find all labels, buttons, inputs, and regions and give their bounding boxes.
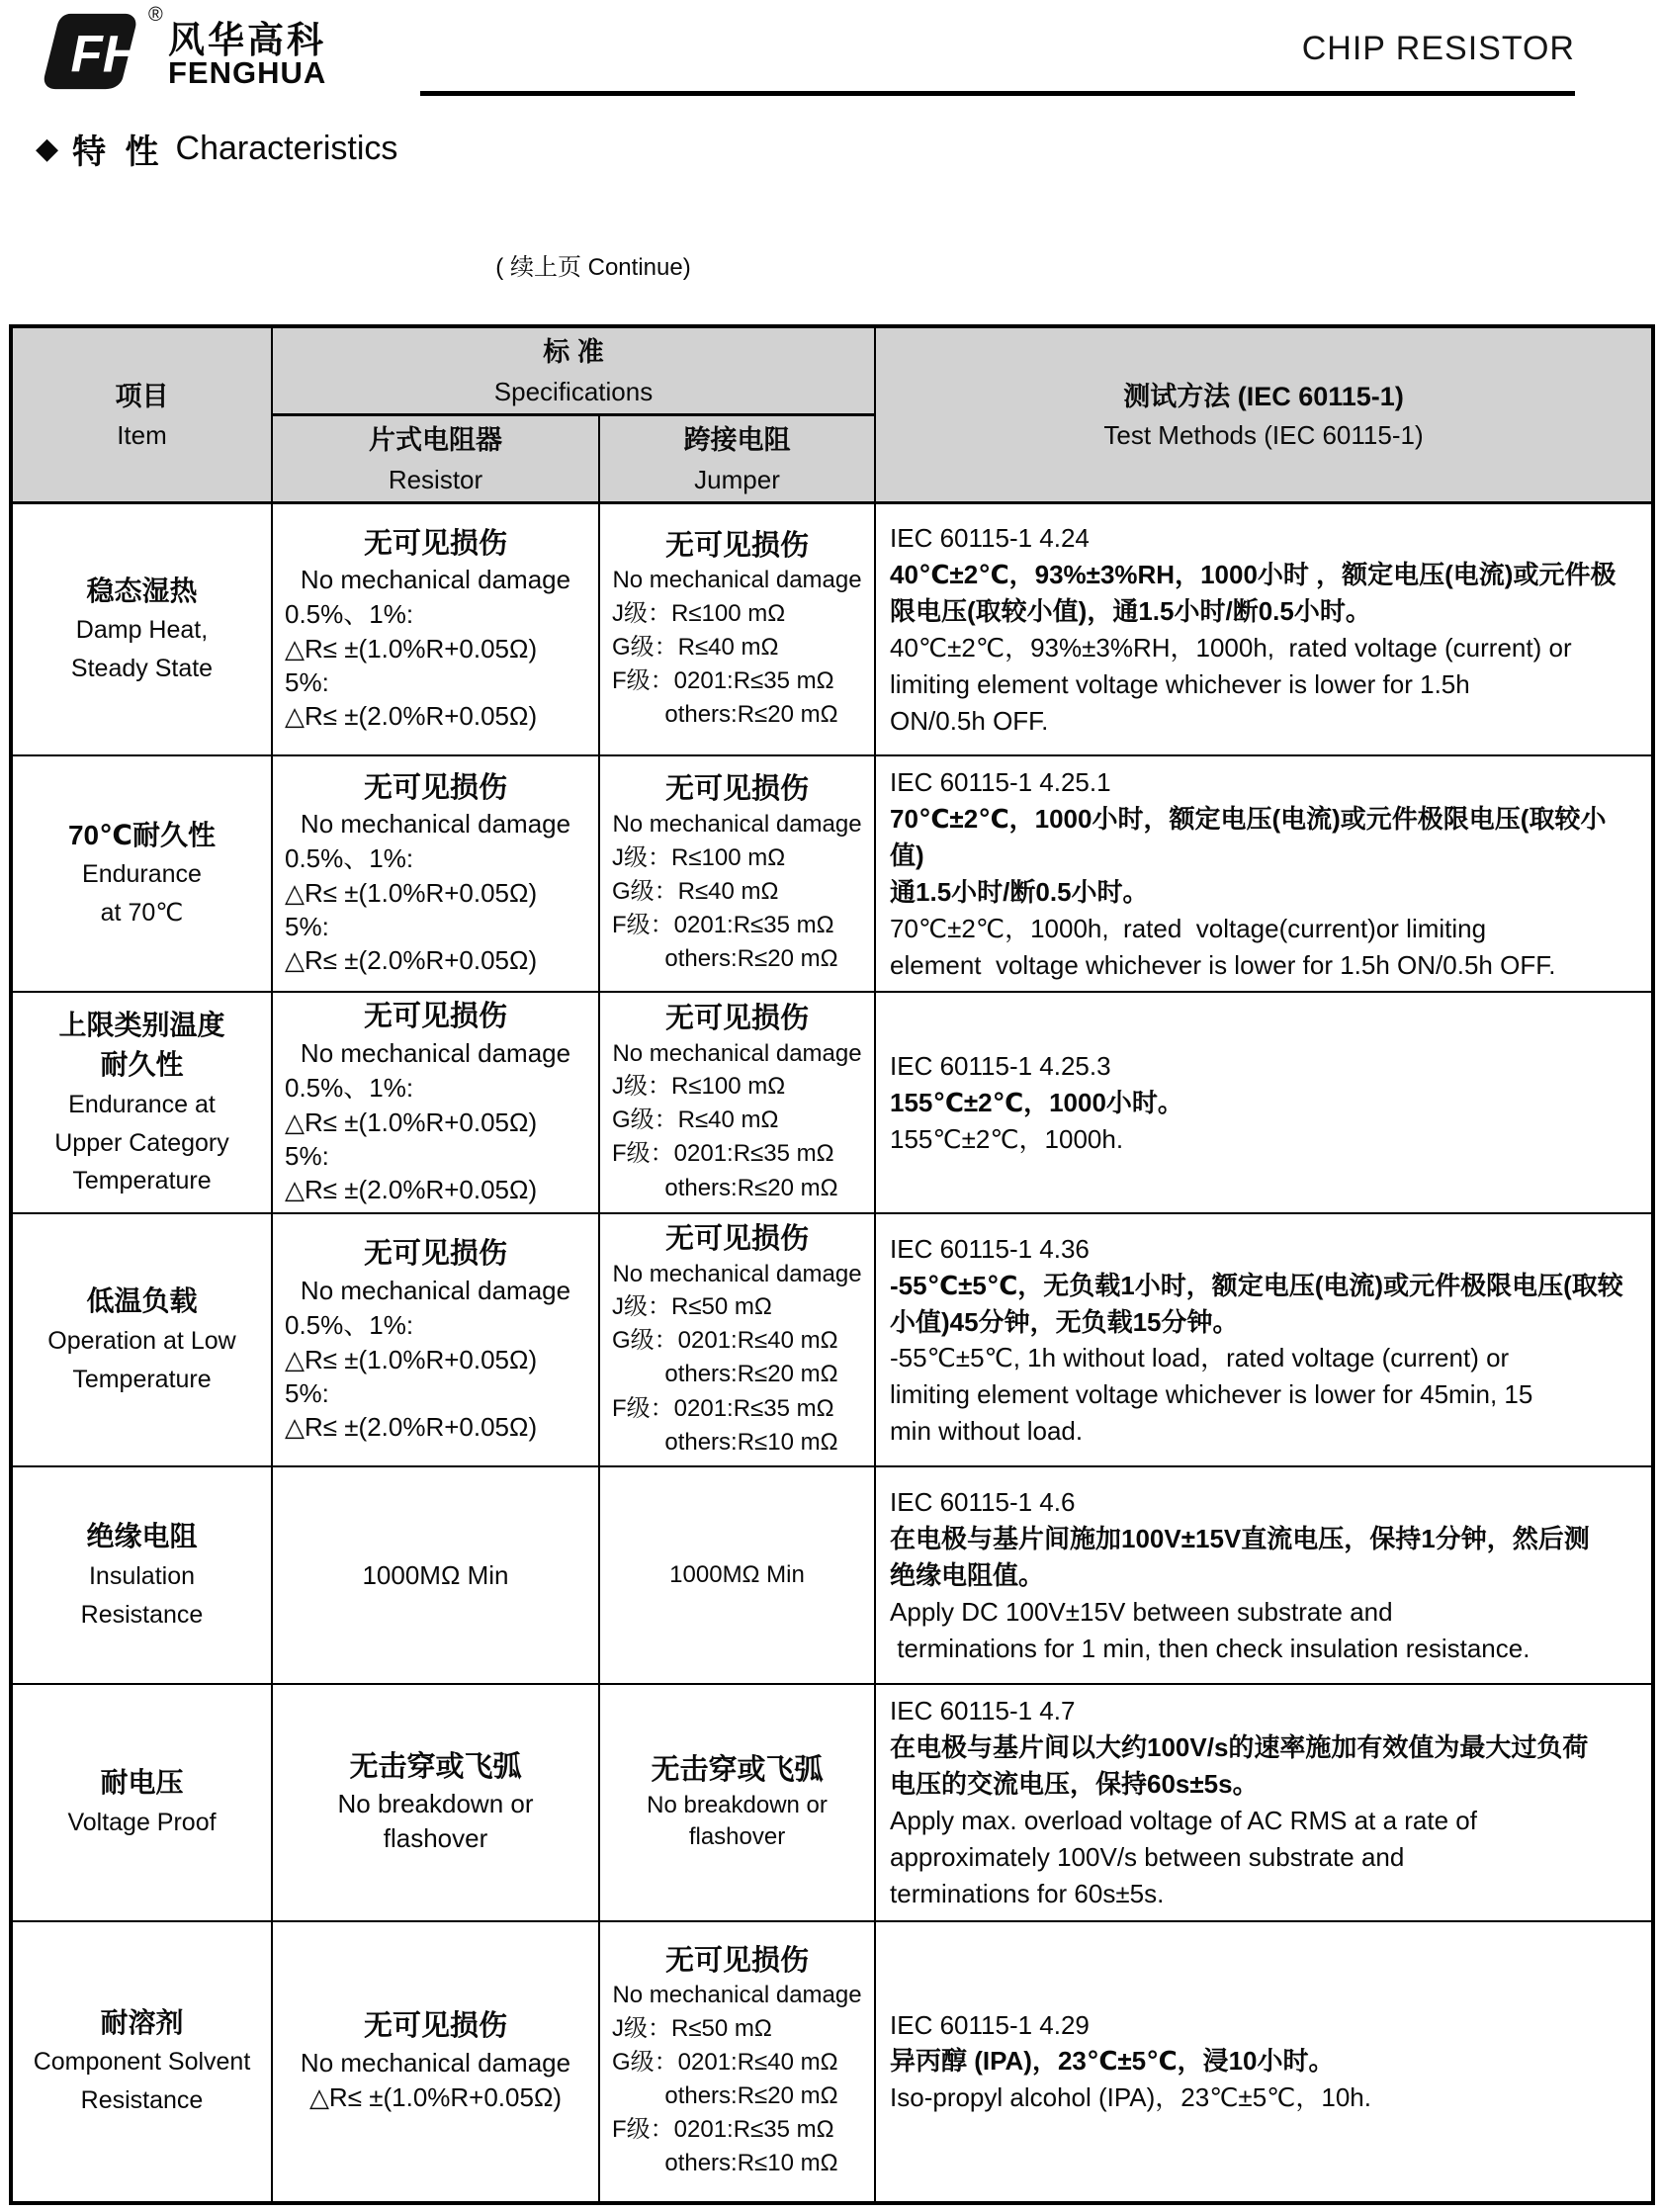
text-line: 1000MΩ Min (362, 1559, 509, 1590)
text-line: IEC 60115-1 4.25.3 (890, 1051, 1111, 1082)
col-header-test-en: Test Methods (IEC 60115-1) (1103, 420, 1424, 451)
text-line: Steady State (70, 655, 214, 683)
table-row (11, 503, 1653, 755)
spec-centered-lines (604, 809, 870, 841)
test-method-lines (890, 1693, 1639, 1911)
spec-centered-lines (277, 1274, 594, 1308)
spec-detail-lines (604, 841, 870, 976)
text-line: Insulation (88, 1561, 196, 1590)
section-title-en: Characteristics (175, 130, 398, 167)
text-line: Iso-propyl alcohol (IPA)，23℃±5℃，10h. (890, 2082, 1371, 2113)
fenghua-logo-icon (42, 10, 146, 98)
text-line: No mechanical damage (300, 809, 571, 840)
text-line: 上限类别温度 (58, 1009, 225, 1040)
text-line: 电压的交流电压，保持60s±5s。 (890, 1769, 1259, 1800)
text-line: 0.5%、1%: (285, 1073, 414, 1104)
text-line: terminations for 60s±5s. (890, 1878, 1165, 1908)
item-name-en (19, 2043, 265, 2120)
text-line: others:R≤20 mΩ (612, 944, 838, 972)
text-line: terminations for 1 min, then check insulation resistance. (890, 1633, 1530, 1663)
spec-jumper-cell (599, 503, 875, 755)
text-line: 小值)45分钟，无负载15分钟。 (890, 1306, 1239, 1337)
text-line: G级：R≤40 mΩ (612, 633, 779, 661)
text-line: 通1.5小时/断0.5小时。 (890, 876, 1149, 907)
spec-detail-lines (277, 1071, 594, 1206)
text-line: Endurance at (68, 1090, 216, 1118)
text-line: F级：0201:R≤35 mΩ (612, 2115, 834, 2143)
text-line: 耐溶剂 (100, 2006, 184, 2038)
spec-title: 无可见损伤 (363, 771, 507, 804)
text-line: Temperature (72, 1167, 212, 1195)
text-line: Component Solvent (33, 2048, 251, 2077)
col-header-item (11, 326, 272, 503)
item-name-en (19, 855, 265, 932)
spec-centered-lines (277, 1558, 594, 1593)
text-line: No mechanical damage (300, 1276, 571, 1306)
text-line: △R≤ ±(2.0%R+0.05Ω) (285, 701, 538, 732)
spec-title: 无可见损伤 (363, 527, 507, 560)
section-title (36, 125, 397, 173)
text-line: IEC 60115-1 4.36 (890, 1233, 1090, 1264)
spec-resistor-cell (272, 1466, 599, 1684)
table-row (11, 1684, 1653, 1920)
col-header-resistor-en: Resistor (388, 465, 483, 495)
text-line: J级：R≤50 mΩ (612, 2014, 772, 2042)
text-line: others:R≤10 mΩ (612, 1428, 838, 1456)
spec-detail-lines (604, 1070, 870, 1204)
text-line: Damp Heat, (75, 616, 209, 645)
text-line: No mechanical damage (300, 565, 571, 595)
text-line: IEC 60115-1 4.24 (890, 523, 1090, 553)
col-header-spec-en: Specifications (493, 376, 654, 406)
text-line: at 70℃ (100, 898, 184, 927)
text-line: No mechanical damage (612, 567, 862, 594)
item-name-en (19, 1086, 265, 1200)
text-line: No breakdown or (337, 1788, 534, 1818)
text-line: 1000MΩ Min (669, 1561, 805, 1589)
spec-title: 无击穿或飞弧 (349, 1751, 522, 1784)
text-line: limiting element voltage whichever is lower for 1.5h (890, 668, 1470, 699)
text-line: No mechanical damage (612, 811, 862, 839)
test-method-lines (890, 1484, 1639, 1667)
text-line: △R≤ ±(1.0%R+0.05Ω) (308, 2081, 563, 2112)
text-line: 绝缘电阻 (86, 1521, 198, 1552)
text-line: 5%: (285, 912, 329, 942)
spec-centered-lines (604, 1259, 870, 1290)
spec-resistor-cell (272, 1213, 599, 1466)
spec-resistor-cell (272, 755, 599, 992)
spec-detail-lines (277, 841, 594, 977)
test-method-lines (890, 764, 1639, 983)
text-line: 40℃±2℃，93%±3%RH，1000小时 ，额定电压(电流)或元件极 (890, 559, 1616, 589)
text-line: Operation at Low (47, 1326, 236, 1355)
col-header-item-cn: 项目 (115, 381, 169, 411)
text-line: 5%: (285, 1140, 329, 1171)
item-name-cn (19, 572, 265, 612)
col-header-specifications (272, 326, 875, 415)
text-line: F级：0201:R≤35 mΩ (612, 911, 834, 938)
text-line: △R≤ ±(1.0%R+0.05Ω) (285, 633, 538, 664)
text-line: △R≤ ±(1.0%R+0.05Ω) (285, 877, 538, 908)
spec-jumper-cell (599, 1921, 875, 2203)
spec-centered-lines (604, 1038, 870, 1070)
text-line: -55℃±5℃，无负载1小时，额定电压(电流)或元件极限电压(取较 (890, 1270, 1623, 1300)
test-method-cell (875, 755, 1653, 992)
spec-centered-lines (604, 1559, 870, 1591)
test-method-cell (875, 503, 1653, 755)
col-header-test-methods (875, 326, 1653, 503)
spec-title: 无可见损伤 (665, 1944, 810, 1977)
diamond-bullet-icon: ◆ (36, 132, 59, 165)
text-line: 0.5%、1%: (285, 1310, 414, 1341)
text-line: 限电压(取较小值)，通1.5小时/断0.5小时。 (890, 595, 1371, 626)
col-header-resistor (272, 415, 599, 503)
spec-resistor-cell (272, 503, 599, 755)
item-cell (11, 755, 272, 992)
item-name-cn (19, 1517, 265, 1557)
text-line: 0.5%、1%: (285, 843, 414, 874)
item-name-en (19, 1804, 265, 1842)
item-name-cn (19, 1282, 265, 1322)
table-row (11, 1921, 1653, 2203)
spec-centered-lines (277, 2046, 594, 2115)
text-line: G级：0201:R≤40 mΩ (612, 1327, 838, 1355)
text-line: J级：R≤100 mΩ (612, 1073, 786, 1101)
text-line: flashover (688, 1823, 786, 1850)
item-cell (11, 503, 272, 755)
svg-text:FH: FH (70, 25, 140, 84)
col-header-jumper-en: Jumper (694, 465, 780, 495)
spec-detail-lines (604, 1290, 870, 1459)
test-method-cell (875, 1466, 1653, 1684)
item-name-en (19, 611, 265, 688)
spec-centered-lines (604, 565, 870, 596)
text-line: 70℃±2℃，1000小时，额定电压(电流)或元件极限电压(取较小值) (890, 803, 1607, 870)
item-cell (11, 1921, 272, 2203)
text-line: IEC 60115-1 4.6 (890, 1487, 1076, 1518)
text-line: limiting element voltage whichever is lower for 45min, 15 (890, 1379, 1533, 1410)
text-line: min without load. (890, 1416, 1084, 1447)
registered-trademark-icon: ® (148, 4, 163, 26)
text-line: others:R≤20 mΩ (612, 700, 838, 728)
spec-resistor-cell (272, 992, 599, 1213)
text-line: others:R≤20 mΩ (612, 1174, 838, 1201)
item-cell (11, 1466, 272, 1684)
text-line: Apply max. overload voltage of AC RMS at a rate of (890, 1806, 1477, 1836)
text-line: G级：R≤40 mΩ (612, 1106, 779, 1134)
characteristics-table (9, 324, 1655, 2205)
item-cell (11, 1213, 272, 1466)
item-cell (11, 1684, 272, 1920)
spec-detail-lines (604, 2012, 870, 2180)
test-method-lines (890, 2007, 1639, 2117)
text-line: G级：0201:R≤40 mΩ (612, 2048, 838, 2076)
test-method-lines (890, 520, 1639, 739)
text-line: No mechanical damage (612, 1039, 862, 1067)
spec-title: 无可见损伤 (665, 1003, 810, 1035)
text-line: Temperature (72, 1365, 212, 1393)
test-method-cell (875, 1921, 1653, 2203)
text-line: F级：0201:R≤35 mΩ (612, 1140, 834, 1168)
text-line: IEC 60115-1 4.7 (890, 1696, 1076, 1726)
text-line: approximately 100V/s between substrate and (890, 1842, 1405, 1873)
table-row (11, 755, 1653, 992)
test-method-lines (890, 1231, 1639, 1450)
table-row (11, 1213, 1653, 1466)
text-line: 70℃耐久性 (67, 819, 217, 850)
text-line: No mechanical damage (612, 1982, 862, 2009)
col-header-item-en: Item (117, 420, 167, 451)
spec-title: 无击穿或飞弧 (651, 1753, 824, 1786)
text-line: others:R≤20 mΩ (612, 1361, 838, 1388)
text-line: 在电极与基片间施加100V±15V直流电压，保持1分钟，然后测 (890, 1524, 1590, 1554)
spec-jumper-cell (599, 1466, 875, 1684)
table-header-row (11, 326, 1653, 415)
text-line: △R≤ ±(1.0%R+0.05Ω) (285, 1344, 538, 1374)
test-method-lines (890, 1048, 1639, 1158)
text-line: Upper Category (54, 1128, 229, 1157)
col-header-resistor-cn: 片式电阻器 (369, 425, 502, 456)
spec-jumper-cell (599, 992, 875, 1213)
col-header-spec-cn: 标 准 (543, 337, 604, 367)
table-row (11, 1466, 1653, 1684)
header-rule (420, 91, 1575, 96)
spec-centered-lines (604, 1980, 870, 2011)
spec-centered-lines (277, 563, 594, 597)
text-line: J级：R≤50 mΩ (612, 1293, 772, 1321)
text-line: J级：R≤100 mΩ (612, 843, 786, 871)
spec-centered-lines (277, 1036, 594, 1071)
spec-centered-lines (604, 1790, 870, 1854)
document-title: CHIP RESISTOR (1301, 30, 1575, 67)
text-line: 稳态湿热 (86, 575, 198, 606)
item-name-cn (19, 816, 265, 856)
text-line: element voltage whichever is lower for 1.5h ON/0.5h OFF. (890, 949, 1556, 980)
spec-centered-lines (277, 1787, 594, 1856)
text-line: Endurance (82, 860, 202, 889)
text-line: Resistance (80, 2086, 204, 2115)
text-line: 耐久性 (100, 1049, 184, 1081)
spec-jumper-cell (599, 1684, 875, 1920)
item-name-en (19, 1557, 265, 1635)
text-line: ON/0.5h OFF. (890, 705, 1049, 736)
text-line: F级：0201:R≤35 mΩ (612, 1394, 834, 1422)
text-line: △R≤ ±(1.0%R+0.05Ω) (285, 1106, 538, 1137)
text-line: others:R≤20 mΩ (612, 2081, 838, 2109)
continue-note: ( 续上页 Continue) (495, 254, 691, 281)
text-line: 70℃±2℃，1000h, rated voltage(current)or limiting (890, 913, 1487, 943)
text-line: No mechanical damage (300, 2047, 571, 2078)
text-line: △R≤ ±(2.0%R+0.05Ω) (285, 945, 538, 976)
text-line: Resistance (80, 1600, 204, 1629)
spec-jumper-cell (599, 755, 875, 992)
item-name-cn (19, 2003, 265, 2044)
text-line: 绝缘电阻值。 (890, 1559, 1045, 1590)
text-line: 耐电压 (100, 1767, 184, 1799)
text-line: No breakdown or (647, 1791, 828, 1818)
text-line: 在电极与基片间以大约100V/s的速率施加有效值为最大过负荷 (890, 1732, 1589, 1763)
col-header-jumper-cn: 跨接电阻 (683, 425, 791, 456)
text-line: No mechanical damage (300, 1038, 571, 1069)
text-line: 低温负载 (86, 1285, 198, 1317)
spec-resistor-cell (272, 1684, 599, 1920)
text-line: 异丙醇 (IPA)，23℃±5℃，浸10小时。 (890, 2046, 1335, 2077)
spec-detail-lines (277, 597, 594, 733)
text-line: others:R≤10 mΩ (612, 2150, 838, 2177)
text-line: 0.5%、1%: (285, 599, 414, 630)
spec-title: 无可见损伤 (665, 773, 810, 806)
text-line: 5%: (285, 1377, 329, 1408)
spec-centered-lines (277, 807, 594, 841)
spec-title: 无可见损伤 (665, 1223, 810, 1256)
brand-name-cn: 风华高科 (168, 20, 326, 60)
spec-detail-lines (277, 1308, 594, 1444)
spec-title: 无可见损伤 (363, 1001, 507, 1033)
text-line: 155℃±2℃，1000h. (890, 1123, 1124, 1154)
spec-jumper-cell (599, 1213, 875, 1466)
item-name-cn (19, 1763, 265, 1804)
text-line: flashover (383, 1823, 488, 1853)
spec-detail-lines (604, 597, 870, 732)
text-line: No mechanical damage (612, 1260, 862, 1287)
test-method-cell (875, 992, 1653, 1213)
text-line: △R≤ ±(2.0%R+0.05Ω) (285, 1175, 538, 1205)
spec-title: 无可见损伤 (665, 529, 810, 562)
text-line: IEC 60115-1 4.29 (890, 2009, 1090, 2040)
text-line: F级：0201:R≤35 mΩ (612, 666, 834, 694)
section-title-cn: 特 性 (72, 133, 164, 171)
text-line: IEC 60115-1 4.25.1 (890, 766, 1111, 797)
text-line: Apply DC 100V±15V between substrate and (890, 1596, 1393, 1627)
text-line: 5%: (285, 667, 329, 698)
item-name-cn (19, 1006, 265, 1086)
spec-title: 无可见损伤 (363, 1238, 507, 1271)
table-row (11, 992, 1653, 1213)
spec-title: 无可见损伤 (363, 2009, 507, 2042)
brand-name-en: FENGHUA (168, 55, 327, 90)
text-line: -55℃±5℃, 1h without load，rated voltage (current) or (890, 1343, 1510, 1373)
text-line: G级：R≤40 mΩ (612, 877, 779, 905)
item-cell (11, 992, 272, 1213)
text-line: △R≤ ±(2.0%R+0.05Ω) (285, 1412, 538, 1443)
text-line: J级：R≤100 mΩ (612, 599, 786, 627)
text-line: 155℃±2℃，1000小时。 (890, 1087, 1183, 1117)
test-method-cell (875, 1213, 1653, 1466)
item-name-en (19, 1322, 265, 1399)
test-method-cell (875, 1684, 1653, 1920)
text-line: 40℃±2℃，93%±3%RH，1000h, rated voltage (current) or (890, 632, 1572, 663)
text-line: Voltage Proof (67, 1809, 217, 1837)
col-header-test-cn: 测试方法 (IEC 60115-1) (1123, 381, 1404, 411)
col-header-jumper (599, 415, 875, 503)
spec-resistor-cell (272, 1921, 599, 2203)
